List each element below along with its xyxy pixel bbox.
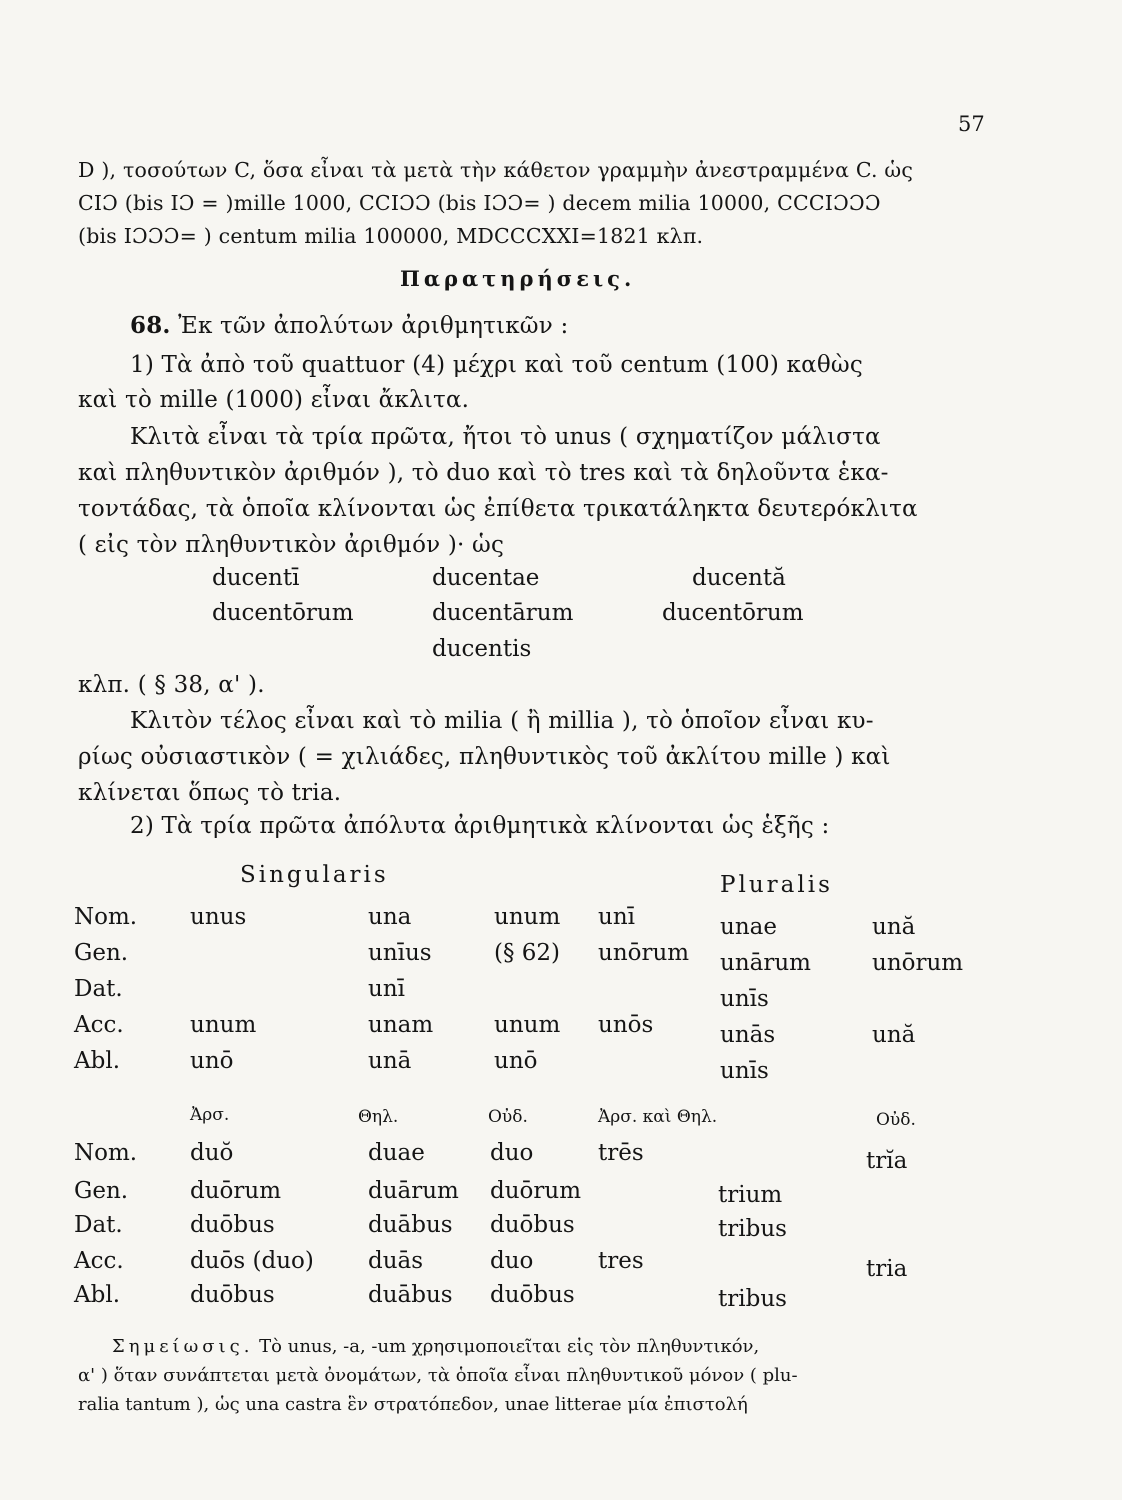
example-word: ducentis [432,636,532,662]
table-cell: duae [368,1140,425,1166]
example-word: ducentārum [432,600,574,626]
case-label: Nom. [74,904,138,930]
paragraph-line: 1) Τὰ ἀπὸ τοῦ quattuor (4) μέχρι καὶ τοῦ centum (100) καθὼς [130,352,863,378]
table-cell: trĭa [866,1148,908,1174]
table-cell: duōbus [190,1282,275,1308]
gender-header: Οὐδ. [876,1110,916,1130]
table-cell: unam [368,1012,434,1038]
table-cell: (§ 62) [494,940,561,966]
table-cell: duās [368,1248,424,1274]
table-cell: tribus [718,1216,787,1242]
example-word: ducentă [692,565,786,591]
case-label: Acc. [74,1248,124,1274]
table-cell: unīus [368,940,432,966]
table-cell: unās [720,1022,776,1048]
table-cell: duābus [368,1212,453,1238]
table-cell: duābus [368,1282,453,1308]
paragraph-line: τοντάδας, τὰ ὁποῖα κλίνονται ὡς ἐπίθετα τρικατάληκτα δευτερόκλιτα [78,496,918,522]
gender-header: Ἀρσ. καὶ Θηλ. [598,1107,718,1127]
table-cell: unum [494,904,561,930]
table-cell: unōs [598,1012,654,1038]
example-word: ducentae [432,565,540,591]
paragraph-line: ( εἰς τὸν πληθυντικὸν ἀριθμόν )· ὡς [78,532,505,558]
table-cell: trium [718,1182,783,1208]
table-cell: unōrum [872,950,964,976]
table-cell: ună [872,914,916,940]
paragraph-line: καὶ πληθυντικὸν ἀριθμόν ), τὸ duo καὶ τὸ tres καὶ τὰ δηλοῦντα ἑκα- [78,460,889,486]
note-text: Τὸ unus, -a, -um χρησιμοποιεῖται εἰς τὸν πληθυντικόν, [259,1336,760,1357]
table-cell: unā [368,1048,412,1074]
table-cell: trēs [598,1140,644,1166]
paragraph-line: Κλιτὰ εἶναι τὰ τρία πρῶτα, ἤτοι τὸ unus ( σχηματίζον μάλιστα [130,424,881,450]
table-cell: una [368,904,412,930]
text-line: (bis IƆƆƆ= ) centum milia 100000, MDCCCXXI=1821 κλπ. [78,224,704,248]
table-cell: duōbus [490,1212,575,1238]
note-line: α' ) ὅταν συνάπτεται μετὰ ὀνομάτων, τὰ ὁποῖα εἶναι πληθυντικοῦ μόνον ( plu- [78,1365,798,1386]
case-label: Dat. [74,1212,123,1238]
table-cell: unum [190,1012,257,1038]
plural-label: Pluralis [720,872,833,898]
section-title-text: Ἐκ τῶν ἀπολύτων ἀριθμητικῶν : [178,313,569,339]
paragraph-line: Κλιτὸν τέλος εἶναι καὶ τὸ milia ( ἢ millia ), τὸ ὁποῖον εἶναι κυ- [130,708,874,734]
paragraph-line: κλίνεται ὅπως τὸ tria. [78,780,342,806]
case-label: Dat. [74,976,123,1002]
table-cell: duo [490,1248,534,1274]
page-number: 57 [958,112,985,136]
case-label: Abl. [74,1048,120,1074]
reference-line: κλπ. ( § 38, α' ). [78,672,265,698]
text-line: D ), τοσούτων C, ὅσα εἶναι τὰ μετὰ τὴν κάθετον γραμμὴν ἀνεστραμμένα C. ὡς [78,158,914,182]
table-cell: duōrum [190,1178,282,1204]
gender-header: Ἀρσ. [190,1105,230,1125]
paragraph-line: καὶ τὸ mille (1000) εἶναι ἄκλιτα. [78,387,470,413]
section-number: 68. [130,312,171,339]
section-heading: Παρατηρήσεις. [400,266,636,291]
example-word: ducentī [212,565,300,591]
paragraph-line: 2) Τὰ τρία πρῶτα ἀπόλυτα ἀριθμητικὰ κλίνονται ὡς ἑξῆς : [130,813,830,839]
table-cell: duōbus [490,1282,575,1308]
table-cell: tribus [718,1286,787,1312]
table-cell: duōbus [190,1212,275,1238]
table-cell: unīs [720,1058,769,1084]
table-cell: unus [190,904,247,930]
table-cell: unī [368,976,405,1002]
paragraph-line: ρίως οὐσιαστικὸν ( = χιλιάδες, πληθυντικὸς τοῦ ἀκλίτου mille ) καὶ [78,744,891,770]
table-cell: ună [872,1022,916,1048]
table-cell: duārum [368,1178,459,1204]
table-cell: duōrum [490,1178,582,1204]
table-cell: unī [598,904,635,930]
table-cell: unum [494,1012,561,1038]
case-label: Gen. [74,940,129,966]
text-line: CIƆ (bis IƆ = )mille 1000, CCIƆƆ (bis IƆƆ= ) decem milia 10000, CCCIƆƆƆ [78,191,881,215]
case-label: Abl. [74,1282,120,1308]
table-cell: duo [490,1140,534,1166]
section-title [130,312,568,339]
table-cell: tres [598,1248,644,1274]
note-line [112,1336,759,1357]
table-cell: unō [190,1048,234,1074]
singular-label: Singularis [240,862,389,888]
note-line: ralia tantum ), ὡς una castra ἓν στρατόπεδον, unae litterae μία ἐπιστολή [78,1394,748,1415]
gender-header: Θηλ. [358,1107,399,1127]
case-label: Acc. [74,1012,124,1038]
note-label: Σημείωσις. [112,1336,254,1357]
case-label: Gen. [74,1178,129,1204]
example-word: ducentōrum [212,600,354,626]
table-cell: unō [494,1048,538,1074]
table-cell: duōs (duo) [190,1248,314,1274]
example-word: ducentōrum [662,600,804,626]
gender-header: Οὐδ. [488,1107,528,1127]
table-cell: unae [720,914,777,940]
table-cell: duŏ [190,1140,234,1166]
table-cell: tria [866,1256,908,1282]
table-cell: unīs [720,986,769,1012]
table-cell: unārum [720,950,811,976]
table-cell: unōrum [598,940,690,966]
case-label: Nom. [74,1140,138,1166]
